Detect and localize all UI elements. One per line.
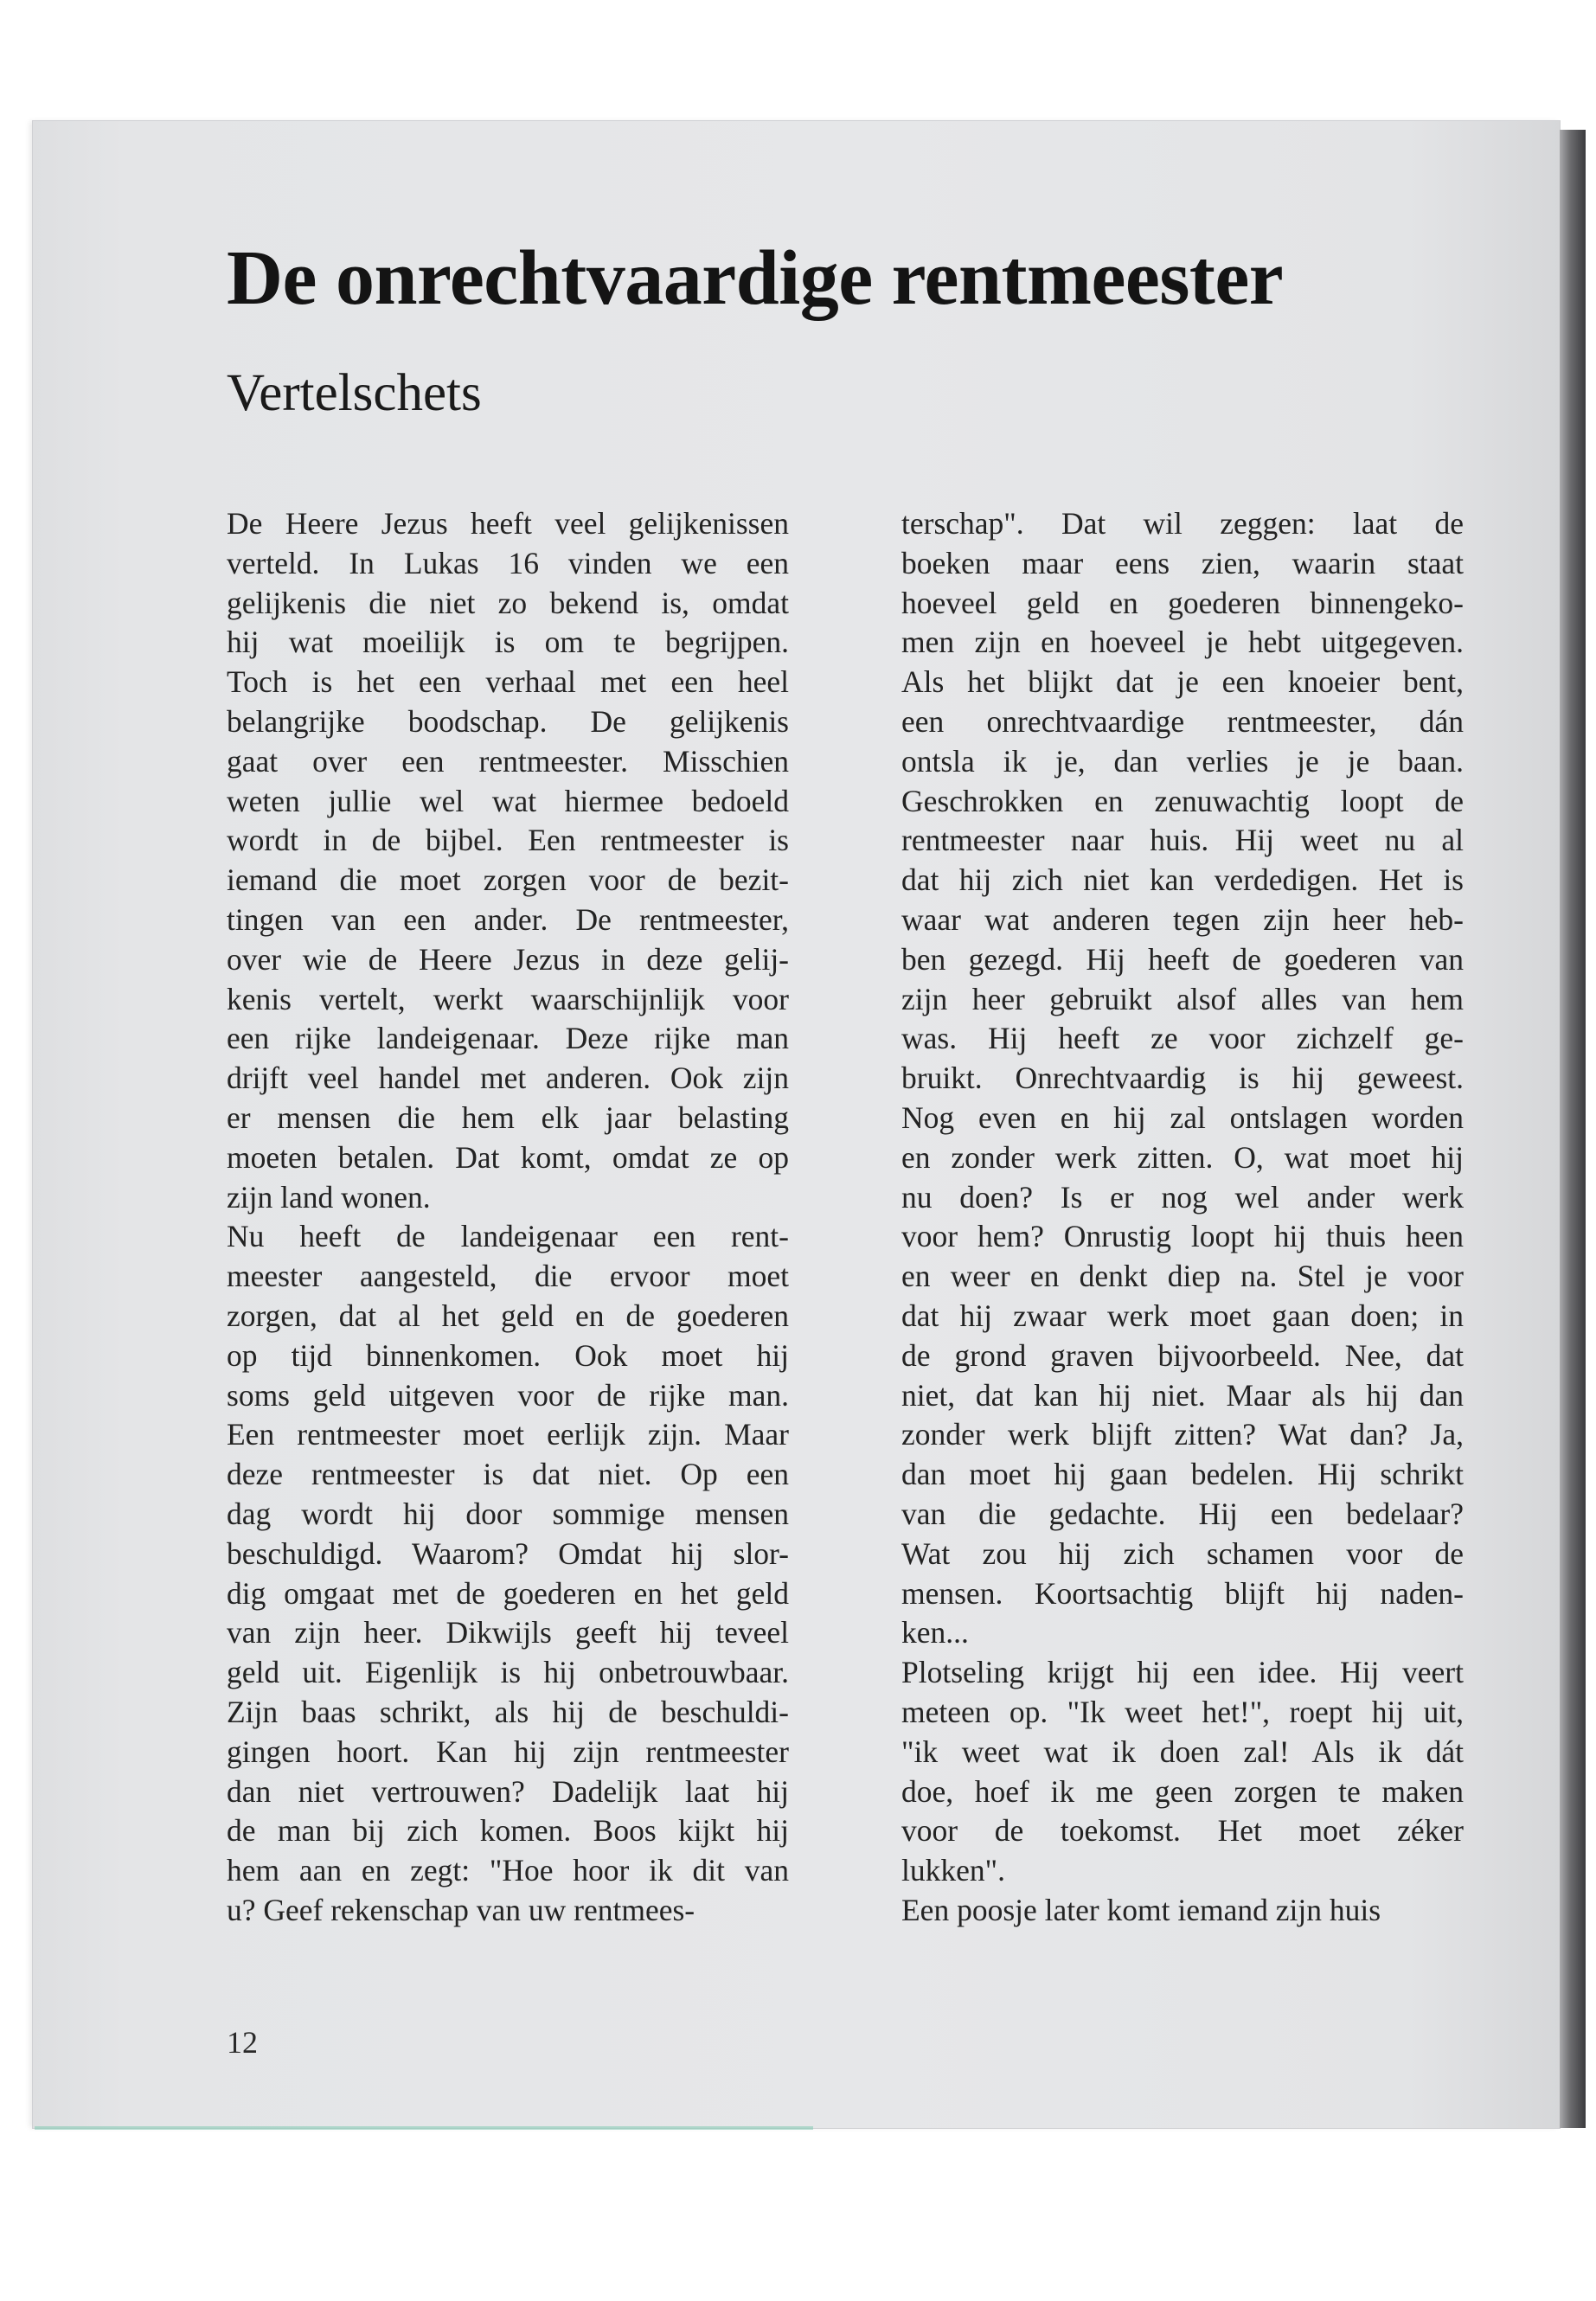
page-bottom-edge <box>35 2126 813 2130</box>
text-line: de grond graven bijvoorbeeld. Nee, dat <box>901 1337 1464 1373</box>
text-line: een onrechtvaardige rentmeester, dán <box>901 703 1464 739</box>
text-line: moeten betalen. Dat komt, omdat ze op <box>227 1139 789 1175</box>
text-line: Een poosje later komt iemand zijn huis <box>901 1892 1381 1927</box>
text-line: meester aangesteld, die ervoor moet <box>227 1259 789 1294</box>
text-line: u? Geef rekenschap van uw rentmees- <box>227 1892 695 1927</box>
book-spine-edge <box>1560 130 1586 2128</box>
page-number: 12 <box>227 2025 258 2060</box>
text-line: kenis vertelt, werkt waarschijnlijk voor <box>227 981 789 1016</box>
text-line: van die gedachte. Hij een bedelaar? <box>901 1496 1464 1531</box>
text-line: ken... <box>901 1615 969 1650</box>
text-line: dig omgaat met de goederen en het geld <box>227 1575 789 1611</box>
text-line: De Heere Jezus heeft veel gelijkenissen <box>227 506 789 541</box>
text-line: terschap". Dat wil zeggen: laat de <box>901 506 1464 541</box>
text-line: hoeveel geld en goederen binnengeko- <box>901 585 1464 620</box>
text-line: Als het blijkt dat je een knoeier bent, <box>901 664 1464 700</box>
text-line: gingen hoort. Kan hij zijn rentmeester <box>227 1734 789 1769</box>
text-line: soms geld uitgeven voor de rijke man. <box>227 1377 789 1413</box>
text-line: Nu heeft de landeigenaar een rent- <box>227 1219 789 1254</box>
text-line: waar wat anderen tegen zijn heer heb- <box>901 901 1464 937</box>
text-line: Een rentmeester moet eerlijk zijn. Maar <box>227 1417 789 1452</box>
text-line: gelijkenis die niet zo bekend is, omdat <box>227 585 789 620</box>
text-line: mensen. Koortsachtig blijft hij naden- <box>901 1575 1464 1611</box>
text-line: er mensen die hem elk jaar belasting <box>227 1099 789 1135</box>
text-line: ontsla ik je, dan verlies je je baan. <box>901 743 1464 779</box>
text-line: men zijn en hoeveel je hebt uitgegeven. <box>901 625 1464 660</box>
text-line: iemand die moet zorgen voor de bezit- <box>227 862 789 898</box>
text-column-right <box>901 504 1464 1931</box>
text-line: rentmeester naar huis. Hij weet nu al <box>901 823 1464 858</box>
text-line: zijn heer gebruikt alsof alles van hem <box>901 981 1464 1016</box>
text-line: Wat zou hij zich schamen voor de <box>901 1535 1464 1571</box>
text-line: was. Hij heeft ze voor zichzelf ge- <box>901 1021 1464 1056</box>
page-title: De onrechtvaardige rentmeester <box>227 235 1284 321</box>
text-line: Geschrokken en zenuwachtig loopt de <box>901 783 1464 818</box>
text-line: wordt in de bijbel. Een rentmeester is <box>227 823 789 858</box>
text-line: doe, hoef ik me geen zorgen te maken <box>901 1773 1464 1809</box>
text-line: Toch is het een verhaal met een heel <box>227 664 789 700</box>
text-line: gaat over een rentmeester. Misschien <box>227 743 789 779</box>
text-line: dat hij zwaar werk moet gaan doen; in <box>901 1298 1464 1333</box>
text-line: hij wat moeilijk is om te begrijpen. <box>227 625 789 660</box>
text-line: geld uit. Eigenlijk is hij onbetrouwbaar. <box>227 1655 789 1690</box>
text-line: voor hem? Onrustig loopt hij thuis heen <box>901 1219 1464 1254</box>
text-line: hem aan en zegt: "Hoe hoor ik dit van <box>227 1853 789 1888</box>
page-subtitle: Vertelschets <box>227 364 482 422</box>
text-line: zonder werk blijft zitten? Wat dan? Ja, <box>901 1417 1464 1452</box>
text-line: meteen op. "Ik weet het!", roept hij uit, <box>901 1694 1464 1729</box>
text-line: bruikt. Onrechtvaardig is hij geweest. <box>901 1061 1464 1096</box>
text-line: ben gezegd. Hij heeft de goederen van <box>901 941 1464 977</box>
text-line: belangrijke boodschap. De gelijkenis <box>227 703 789 739</box>
text-line: tingen van een ander. De rentmeester, <box>227 901 789 937</box>
text-line: Plotseling krijgt hij een idee. Hij veert <box>901 1655 1464 1690</box>
text-line: zorgen, dat al het geld en de goederen <box>227 1298 789 1333</box>
text-line: de man bij zich komen. Boos kijkt hij <box>227 1813 789 1849</box>
text-line: dan niet vertrouwen? Dadelijk laat hij <box>227 1773 789 1809</box>
text-line: een rijke landeigenaar. Deze rijke man <box>227 1021 789 1056</box>
text-line: en zonder werk zitten. O, wat moet hij <box>901 1139 1464 1175</box>
text-line: verteld. In Lukas 16 vinden we een <box>227 545 789 580</box>
text-line: dat hij zich niet kan verdedigen. Het is <box>901 862 1464 898</box>
text-line: voor de toekomst. Het moet zéker <box>901 1813 1464 1849</box>
text-line: weten jullie wel wat hiermee bedoeld <box>227 783 789 818</box>
text-line: drijft veel handel met anderen. Ook zijn <box>227 1061 789 1096</box>
text-line: en weer en denkt diep na. Stel je voor <box>901 1259 1464 1294</box>
text-line: Zijn baas schrikt, als hij de beschuldi- <box>227 1694 789 1729</box>
text-line: lukken". <box>901 1853 1005 1888</box>
text-line: "ik weet wat ik doen zal! Als ik dát <box>901 1734 1464 1769</box>
text-line: niet, dat kan hij niet. Maar als hij dan <box>901 1377 1464 1413</box>
text-line: nu doen? Is er nog wel ander werk <box>901 1179 1464 1215</box>
text-line: beschuldigd. Waarom? Omdat hij slor- <box>227 1535 789 1571</box>
text-line: dan moet hij gaan bedelen. Hij schrikt <box>901 1457 1464 1492</box>
text-line: van zijn heer. Dikwijls geeft hij teveel <box>227 1615 789 1650</box>
text-line: deze rentmeester is dat niet. Op een <box>227 1457 789 1492</box>
text-line: boeken maar eens zien, waarin staat <box>901 545 1464 580</box>
text-line: zijn land wonen. <box>227 1179 431 1215</box>
text-column-left <box>227 504 789 1931</box>
text-line: op tijd binnenkomen. Ook moet hij <box>227 1337 789 1373</box>
text-line: dag wordt hij door sommige mensen <box>227 1496 789 1531</box>
text-line: over wie de Heere Jezus in deze gelij- <box>227 941 789 977</box>
text-line: Nog even en hij zal ontslagen worden <box>901 1099 1464 1135</box>
